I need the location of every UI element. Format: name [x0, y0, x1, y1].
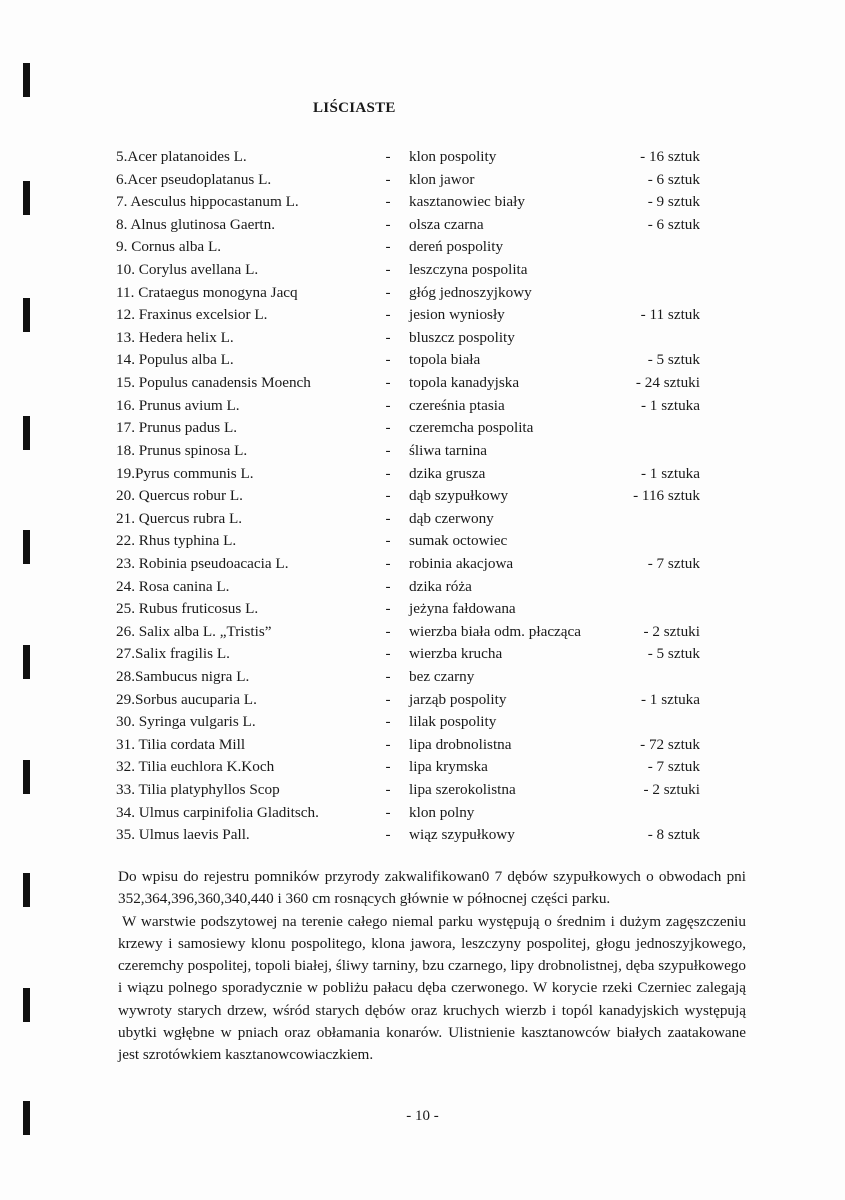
species-polish-name: klon pospolity [409, 148, 497, 165]
species-dash: - [385, 238, 391, 256]
species-dash: - [385, 487, 391, 505]
species-row [0, 666, 845, 689]
species-dash: - [385, 441, 391, 459]
species-count: - 8 sztuk [647, 826, 700, 844]
species-row [0, 711, 845, 734]
species-row [0, 530, 845, 553]
species-row [0, 146, 845, 169]
species-dash: - [385, 803, 391, 821]
species-dash: - [385, 645, 391, 663]
species-list [0, 146, 845, 847]
species-count: - 9 sztuk [647, 193, 700, 211]
species-polish-name: wiąz szypułkowy [409, 826, 515, 844]
species-dash: - [385, 668, 391, 686]
species-dash: - [385, 148, 391, 165]
species-row [0, 576, 845, 599]
species-row [0, 349, 845, 372]
species-count: - 1 sztuka [640, 464, 700, 482]
species-dash: - [385, 509, 391, 527]
species-polish-name: dzika róża [409, 577, 472, 595]
species-row [0, 553, 845, 576]
species-dash: - [385, 713, 391, 731]
species-latin-name: 30. Syringa vulgaris L. [116, 713, 256, 731]
species-polish-name: wierzba biała odm. płacząca [409, 622, 582, 640]
species-row [0, 802, 845, 825]
species-row [0, 417, 845, 440]
species-dash: - [385, 554, 391, 572]
species-dash: - [385, 351, 391, 369]
species-count: - 5 sztuk [647, 351, 700, 369]
species-count: - 24 sztuki [635, 374, 700, 392]
species-polish-name: czereśnia ptasia [409, 396, 505, 414]
species-latin-name: 27.Salix fragilis L. [116, 645, 230, 663]
species-polish-name: lipa drobnolistna [409, 735, 512, 753]
species-latin-name: 28.Sambucus nigra L. [116, 668, 250, 686]
species-dash: - [385, 758, 391, 776]
species-latin-name: 35. Ulmus laevis Pall. [116, 826, 250, 844]
species-polish-name: bluszcz pospolity [409, 328, 515, 346]
species-row [0, 756, 845, 779]
species-row [0, 508, 845, 531]
species-dash: - [385, 396, 391, 414]
species-polish-name: czeremcha pospolita [409, 419, 534, 437]
species-count: - 2 sztuki [643, 622, 700, 640]
species-dash: - [385, 170, 391, 188]
species-dash: - [385, 215, 391, 233]
species-latin-name: 17. Prunus padus L. [116, 419, 238, 437]
species-row [0, 598, 845, 621]
species-polish-name: lipa krymska [409, 758, 488, 776]
species-dash: - [385, 600, 391, 618]
species-polish-name: dąb szypułkowy [409, 487, 509, 505]
species-row [0, 327, 845, 350]
species-polish-name: klon polny [409, 803, 475, 821]
species-polish-name: olsza czarna [409, 215, 484, 233]
species-dash: - [385, 622, 391, 640]
species-dash: - [385, 419, 391, 437]
species-dash: - [385, 193, 391, 211]
species-latin-name: 16. Prunus avium L. [116, 396, 240, 414]
species-dash: - [385, 374, 391, 392]
binder-mark [23, 63, 30, 97]
species-row [0, 236, 845, 259]
species-count: - 6 sztuk [647, 170, 700, 188]
species-latin-name: 24. Rosa canina L. [116, 577, 230, 595]
species-polish-name: leszczyna pospolita [409, 261, 528, 279]
species-row [0, 485, 845, 508]
species-latin-name: 18. Prunus spinosa L. [116, 441, 248, 459]
species-polish-name: dereń pospolity [409, 238, 504, 256]
species-latin-name: 11. Crataegus monogyna Jacq [116, 283, 298, 301]
species-polish-name: sumak octowiec [409, 532, 508, 550]
species-latin-name: 6.Acer pseudoplatanus L. [116, 170, 272, 188]
species-row [0, 689, 845, 712]
species-dash: - [385, 261, 391, 279]
species-polish-name: robinia akacjowa [409, 554, 514, 572]
species-latin-name: 5.Acer platanoides L. [116, 148, 247, 165]
species-polish-name: topola kanadyjska [409, 374, 520, 392]
species-latin-name: 31. Tilia cordata Mill [116, 735, 246, 753]
species-dash: - [385, 690, 391, 708]
species-polish-name: lipa szerokolistna [409, 781, 516, 799]
species-polish-name: kasztanowiec biały [409, 193, 525, 211]
species-row [0, 643, 845, 666]
species-row [0, 304, 845, 327]
species-count: - 6 sztuk [647, 215, 700, 233]
species-polish-name: bez czarny [409, 668, 475, 686]
species-latin-name: 29.Sorbus aucuparia L. [116, 690, 257, 708]
species-latin-name: 26. Salix alba L. „Tristis” [116, 622, 272, 640]
species-row [0, 372, 845, 395]
species-latin-name: 7. Aesculus hippocastanum L. [116, 193, 299, 211]
species-row [0, 214, 845, 237]
species-polish-name: głóg jednoszyjkowy [409, 283, 532, 301]
species-polish-name: dąb czerwony [409, 509, 494, 527]
species-polish-name: topola biała [409, 351, 481, 369]
species-row [0, 259, 845, 282]
species-latin-name: 14. Populus alba L. [116, 351, 234, 369]
species-dash: - [385, 532, 391, 550]
species-dash: - [385, 735, 391, 753]
species-dash: - [385, 781, 391, 799]
species-latin-name: 33. Tilia platyphyllos Scop [116, 781, 280, 799]
species-latin-name: 34. Ulmus carpinifolia Gladitsch. [116, 803, 319, 821]
species-row [0, 169, 845, 192]
species-polish-name: jarząb pospolity [409, 690, 507, 708]
binder-mark [23, 988, 30, 1022]
species-count: - 2 sztuki [643, 781, 700, 799]
species-row [0, 191, 845, 214]
species-dash: - [385, 328, 391, 346]
species-latin-name: 19.Pyrus communis L. [116, 464, 254, 482]
species-polish-name: śliwa tarnina [409, 441, 488, 459]
species-dash: - [385, 464, 391, 482]
species-polish-name: lilak pospolity [409, 713, 497, 731]
species-latin-name: 8. Alnus glutinosa Gaertn. [116, 215, 276, 233]
species-polish-name: jeżyna fałdowana [409, 600, 516, 618]
species-latin-name: 12. Fraxinus excelsior L. [116, 306, 268, 324]
species-row [0, 779, 845, 802]
species-count: - 116 sztuk [633, 487, 700, 505]
species-row [0, 440, 845, 463]
species-row [0, 282, 845, 305]
section-heading: LIŚCIASTE [313, 100, 396, 116]
species-latin-name: 20. Quercus robur L. [116, 487, 243, 505]
species-latin-name: 10. Corylus avellana L. [116, 261, 259, 279]
description [118, 866, 746, 1067]
species-count: - 1 sztuka [640, 396, 700, 414]
species-latin-name: 25. Rubus fruticosus L. [116, 600, 259, 618]
species-dash: - [385, 306, 391, 324]
binder-mark [23, 873, 30, 907]
paragraph-monuments: Do wpisu do rejestru pomników przyrody zakwalifikowan0 7 dębów szypułkowych o obwodach pni 352,364,396,360,340,440 i 360 cm rosnących głównie w północnej części parku. [118, 868, 746, 908]
species-latin-name: 13. Hedera helix L. [116, 328, 234, 346]
species-polish-name: klon jawor [409, 170, 475, 188]
species-count: - 7 sztuk [647, 554, 700, 572]
species-row [0, 734, 845, 757]
species-latin-name: 21. Quercus rubra L. [116, 509, 243, 527]
species-latin-name: 32. Tilia euchlora K.Koch [116, 758, 275, 776]
species-row [0, 395, 845, 418]
species-count: - 1 sztuka [640, 690, 700, 708]
species-count: - 7 sztuk [647, 758, 700, 776]
page-number: - 10 - [406, 1108, 439, 1124]
species-latin-name: 9. Cornus alba L. [116, 238, 222, 256]
species-row [0, 824, 845, 847]
species-dash: - [385, 826, 391, 844]
species-dash: - [385, 283, 391, 301]
species-dash: - [385, 577, 391, 595]
species-polish-name: wierzba krucha [409, 645, 503, 663]
species-polish-name: dzika grusza [409, 464, 486, 482]
species-count: - 5 sztuk [647, 645, 700, 663]
species-count: - 16 sztuk [640, 148, 700, 165]
species-row [0, 463, 845, 486]
species-row [0, 621, 845, 644]
species-latin-name: 23. Robinia pseudoacacia L. [116, 554, 289, 572]
species-count: - 11 sztuk [640, 306, 700, 324]
paragraph-undergrowth: W warstwie podszytowej na terenie całego niemal parku występują o średnim i dużym zagęszczeniu krzewy i samosiewy klonu pospolitego, klona jawora, leszczyny pospolitej, głogu jednoszyjkowego, czeremchy pospolitej, topoli białej, śliwy tarniny, bzu czarnego, lipy drobnolistnej, dęba szypułkowego i wiązu polnego sporadycznie w pobliżu pałacu dęba czerwonego. W korycie rzeki Czerniec zalegają wywroty starych drzew, wśród starych dębów oraz kruchych wierzb i topól kanadyjskich występują ubytki wgłębne w pniach oraz obłamania konarów. Ulistnienie kasztanowców białych zaatakowane jest szrotówkiem kasztanowcowiaczkiem. [118, 912, 746, 1064]
species-count: - 72 sztuk [640, 735, 700, 753]
species-latin-name: 22. Rhus typhina L. [116, 532, 237, 550]
species-polish-name: jesion wyniosły [409, 306, 505, 324]
species-latin-name: 15. Populus canadensis Moench [116, 374, 311, 392]
